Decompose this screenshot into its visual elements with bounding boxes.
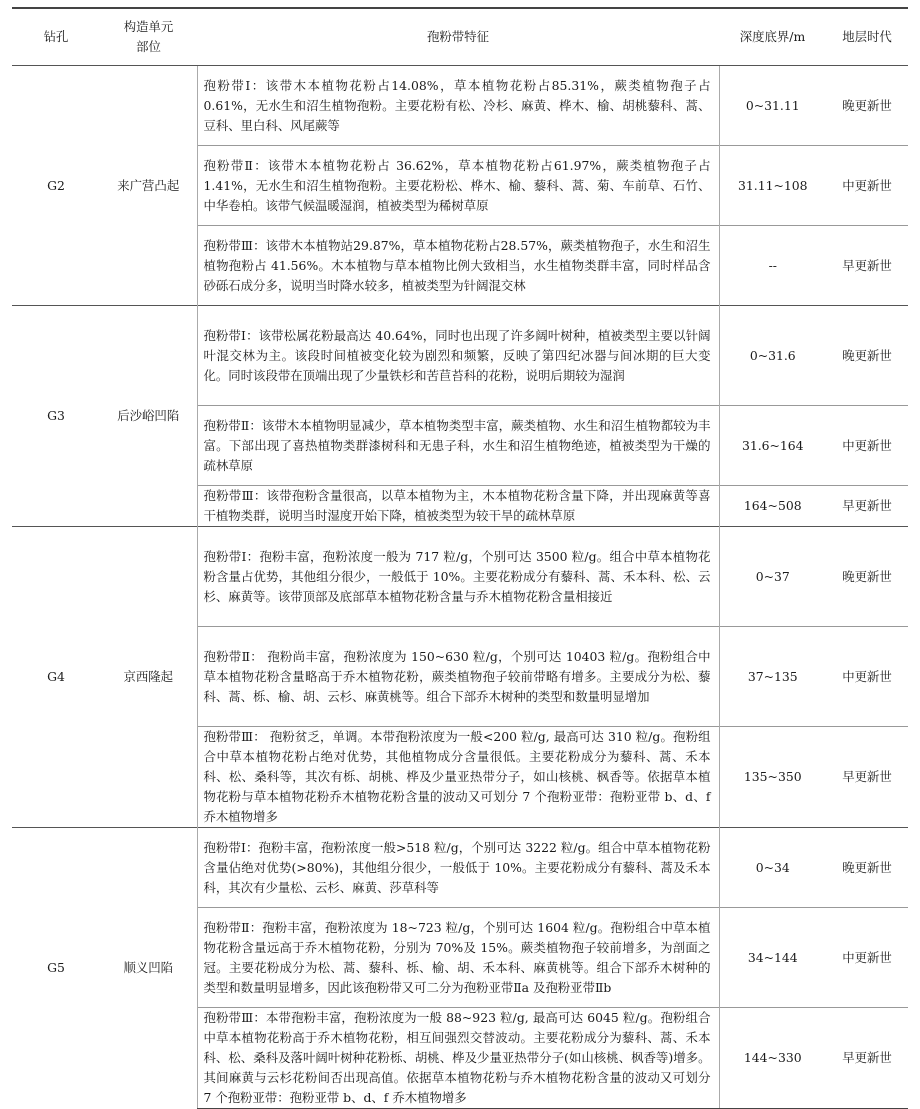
era-cell: 中更新世	[826, 146, 908, 226]
well-cell: G4	[12, 527, 100, 828]
era-cell: 早更新世	[826, 226, 908, 306]
depth-cell: --	[719, 226, 826, 306]
depth-cell: 135~350	[719, 727, 826, 828]
feature-cell: 孢粉带Ⅰ：孢粉丰富，孢粉浓度一般为 717 粒/g，个别可达 3500 粒/g。组合中草本植物花粉含量占优势，其他组分很少，一般低于 10%。主要花粉成分有藜科、蒿、禾本科、松、云杉、麻黄等。该带顶部及底部草本植物花粉含量与乔木植物花粉含量相接近	[197, 527, 719, 627]
header-unit-line1: 构造单元	[123, 18, 174, 34]
feature-cell: 孢粉带Ⅲ： 孢粉贫乏，单调。本带孢粉浓度为一般<200 粒/g, 最高可达 310 粒/g。孢粉组合中草本植物花粉占绝对优势，其他植物成分含量很低。主要花粉成分为藜科、蒿、禾本科、松、桑科等，其次有栎、胡桃、桦及少量亚热带分子，如山核桃、枫香等。依据草本植物花粉与草本植物花粉乔木植物花粉含量的波动又可划分 7 个孢粉亚带：孢粉亚带 b、d、f 乔木植物增多	[197, 727, 719, 828]
unit-cell: 顺义凹陷	[100, 828, 197, 1109]
depth-cell: 0~31.6	[719, 306, 826, 406]
feature-cell: 孢粉带Ⅱ：该带木本植物明显减少，草本植物类型丰富，蕨类植物、水生和沼生植物都较为丰富。下部出现了喜热植物类群漆树科和无患子科，水生和沼生植物绝迹，植被类型为干燥的疏林草原	[197, 406, 719, 486]
depth-cell: 31.6~164	[719, 406, 826, 486]
feature-cell: 孢粉带Ⅰ：该带松属花粉最高达 40.64%，同时也出现了许多阔叶树种，植被类型主要以针阔叶混交林为主。该段时间植被变化较为剧烈和频繁，反映了第四纪冰器与间冰期的巨大变化。同时该段带在顶端出现了少量铁杉和苦苣苔科的花粉，说明后期较为湿润	[197, 306, 719, 406]
header-feature: 孢粉带特征	[197, 8, 719, 66]
depth-cell: 31.11~108	[719, 146, 826, 226]
well-cell: G3	[12, 306, 100, 527]
header-depth: 深度底界/m	[719, 8, 826, 66]
feature-cell: 孢粉带Ⅲ：该带木本植物站29.87%，草本植物花粉占28.57%，蕨类植物孢子，水生和沼生植物孢粉占 41.56%。木本植物与草本植物比例大致相当，水生植物类群丰富，同时样品含砂砾石成分多，说明当时降水较多，植被类型为针阔混交林	[197, 226, 719, 306]
unit-cell: 京西隆起	[100, 527, 197, 828]
era-cell: 晚更新世	[826, 527, 908, 627]
unit-cell: 后沙峪凹陷	[100, 306, 197, 527]
era-cell: 中更新世	[826, 908, 908, 1008]
header-row	[12, 8, 908, 66]
feature-cell: 孢粉带Ⅱ：孢粉丰富，孢粉浓度为 18~723 粒/g，个别可达 1604 粒/g。孢粉组合中草本植物花粉含量远高于乔木植物花粉，分别为 70%及 15%。蕨类植物孢子较前增多，为剖面之冠。主要花粉成分为松、蒿、藜科、栎、榆、胡、禾本科、麻黄桃等。组合下部乔木树种的类型和数量明显增多，因此该孢粉带又可二分为孢粉亚带Ⅱa 及孢粉亚带Ⅱb	[197, 908, 719, 1008]
era-cell: 晚更新世	[842, 97, 892, 113]
well-cell: G5	[12, 828, 100, 1109]
feature-cell: 孢粉带Ⅲ：该带孢粉含量很高，以草本植物为主，木本植物花粉含量下降，并出现麻黄等喜干植物类群，说明当时湿度开始下降，植被类型为较干旱的疏林草原	[197, 486, 719, 527]
depth-cell: 37~135	[719, 627, 826, 727]
era-cell: 晚更新世	[826, 828, 908, 908]
header-unit	[100, 8, 197, 66]
era-cell: 中更新世	[826, 627, 908, 727]
table-row	[12, 66, 908, 146]
depth-cell: 0~31.11	[745, 97, 800, 113]
unit-cell: 来广营凸起	[117, 177, 180, 193]
depth-cell: 0~37	[719, 527, 826, 627]
feature-cell: 孢粉带Ⅰ：孢粉丰富，孢粉浓度一般>518 粒/g，个别可达 3222 粒/g。组合中草本植物花粉含量佔绝对优势(>80%)，其他组分很少，一般低于 10%。主要花粉成分有藜科、蒿及禾本科，其次有少量松、云杉、麻黄、莎草科等	[197, 828, 719, 908]
era-cell: 中更新世	[826, 406, 908, 486]
era-cell: 早更新世	[826, 727, 908, 828]
feature-cell: 孢粉带Ⅲ：本带孢粉丰富，孢粉浓度为一般 88~923 粒/g, 最高可达 6045 粒/g。孢粉组合中草本植物花粉高于乔木植物花粉，相互间强烈交替波动。主要花粉成分为藜科、蒿、禾本科、松、桑科及落叶阔叶树种花粉栎、胡桃、桦及少量亚热带分子(如山核桃、枫香等)增多。其间麻黄与云杉花粉间否出现高值。依据草本植物花粉与乔木植物花粉含量的波动又可划分 7 个孢粉亚带：孢粉亚带 b、d、f 乔木植物增多	[197, 1008, 719, 1109]
era-cell: 早更新世	[826, 1008, 908, 1109]
pollen-zone-table	[12, 8, 908, 1109]
feature-cell: 孢粉带Ⅱ： 孢粉尚丰富，孢粉浓度为 150~630 粒/g，个别可达 10403 粒/g。孢粉组合中草本植物花粉含量略高于乔木植物花粉，蕨类植物孢子较前带略有增多。主要成分为松、藜科、蒿、栎、榆、胡、云杉、麻黄桃等。组合下部乔木树种的类型和数量明显增加	[197, 627, 719, 727]
table-row	[12, 527, 908, 627]
header-well: 钻孔	[12, 8, 100, 66]
feature-cell: 孢粉带Ⅱ：该带木本植物花粉占 36.62%，草本植物花粉占61.97%，蕨类植物孢子占 1.41%，无水生和沼生植物孢粉。主要花粉松、桦木、榆、藜科、蒿、菊、车前草、石竹、中华卷柏。该带气候温暖湿润，植被类型为稀树草原	[197, 146, 719, 226]
table-row	[12, 828, 908, 908]
depth-cell: 0~34	[719, 828, 826, 908]
era-cell: 早更新世	[826, 486, 908, 527]
header-era: 地层时代	[826, 8, 908, 66]
well-cell: G2	[47, 177, 65, 193]
depth-cell: 164~508	[719, 486, 826, 527]
header-unit-line2: 部位	[136, 38, 161, 54]
depth-cell: 34~144	[719, 908, 826, 1008]
feature-cell: 孢粉带Ⅰ：该带木本植物花粉占14.08%，草本植物花粉占85.31%，蕨类植物孢子占 0.61%，无水生和沼生植物孢粉。主要花粉有松、冷杉、麻黄、桦木、榆、胡桃藜科、蒿、豆科、里白科、风尾蕨等	[197, 66, 719, 146]
depth-cell: 144~330	[719, 1008, 826, 1109]
era-cell: 晚更新世	[826, 306, 908, 406]
table-row	[12, 306, 908, 406]
